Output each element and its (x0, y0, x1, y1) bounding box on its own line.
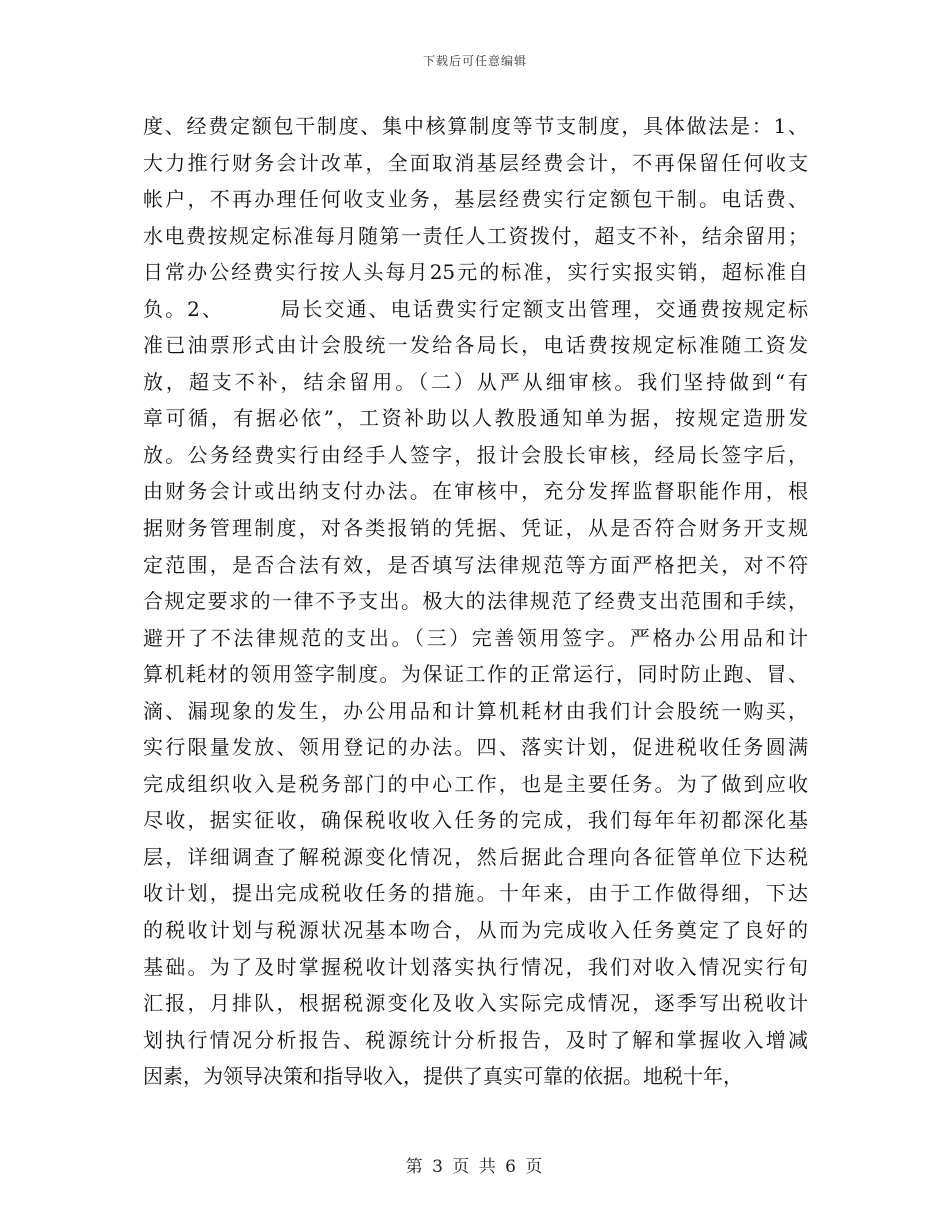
text-line: 基础。为了及时掌握税收计划落实执行情况，我们对收入情况实行旬 (143, 954, 808, 979)
text-line: 放。公务经费实行由经手人签字，报计会股长审核，经局长签字后， (143, 442, 808, 467)
text-line: 完成组织收入是税务部门的中心工作，也是主要任务。为了做到应收 (143, 771, 808, 796)
text-line: 大力推行财务会计改革，全面取消基层经费会计，不再保留任何收支 (143, 150, 808, 175)
text-line: 算机耗材的领用签字制度。为保证工作的正常运行，同时防止跑、冒、 (143, 662, 808, 687)
text-line: 日常办公经费实行按人头每月25元的标准，实行实报实销，超标准自 (143, 260, 808, 285)
text-line: 负。2、 局长交通、电话费实行定额支出管理，交通费按规定标 (143, 296, 808, 321)
text-line: 的税收计划与税源状况基本吻合，从而为完成收入任务奠定了良好的 (143, 918, 808, 943)
text-line: 帐户，不再办理任何收支业务，基层经费实行定额包干制。电话费、 (143, 187, 808, 212)
text-line: 划执行情况分析报告、税源统计分析报告，及时了解和掌握收入增减 (143, 1027, 808, 1052)
text-line: 尽收，据实征收，确保税收收入任务的完成，我们每年年初都深化基 (143, 808, 808, 833)
text-line: 收计划，提出完成税收任务的措施。十年来，由于工作做得细，下达 (143, 881, 808, 906)
text-line: 放，超支不补，结余留用。（二）从严从细审核。我们坚持做到“有 (143, 369, 808, 394)
text-line: 避开了不法律规范的支出。（三）完善领用签字。严格办公用品和计 (143, 625, 808, 650)
page-number: 第 3 页 共 6 页 (405, 1157, 545, 1177)
page-header: 下载后可任意编辑 (422, 54, 527, 68)
text-line: 因素，为领导决策和指导收入，提供了真实可靠的依据。地税十年， (143, 1064, 743, 1089)
text-line: 度、经费定额包干制度、集中核算制度等节支制度，具体做法是：1、 (143, 114, 808, 138)
text-line: 合规定要求的一律不予支出。极大的法律规范了经费支出范围和手续， (143, 589, 808, 614)
text-line: 滴、漏现象的发生，办公用品和计算机耗材由我们计会股统一购买， (143, 698, 808, 723)
text-line: 水电费按规定标准每月随第一责任人工资拨付，超支不补，结余留用； (143, 223, 808, 248)
text-line: 准已油票形式由计会股统一发给各局长，电话费按规定标准随工资发 (143, 333, 808, 358)
text-line: 章可循，有据必依”，工资补助以人教股通知单为据，按规定造册发 (143, 406, 808, 431)
text-line: 据财务管理制度，对各类报销的凭据、凭证，从是否符合财务开支规 (143, 516, 808, 541)
text-line: 由财务会计或出纳支付办法。在审核中，充分发挥监督职能作用，根 (143, 479, 808, 504)
text-line: 层，详细调查了解税源变化情况，然后据此合理向各征管单位下达税 (143, 844, 808, 869)
text-line: 汇报，月排队，根据税源变化及收入实际完成情况，逐季写出税收计 (143, 991, 808, 1016)
text-line: 定范围，是否合法有效，是否填写法律规范等方面严格把关，对不符 (143, 552, 808, 577)
document-body (143, 108, 808, 1095)
text-line: 实行限量发放、领用登记的办法。四、落实计划，促进税收任务圆满 (143, 735, 808, 760)
